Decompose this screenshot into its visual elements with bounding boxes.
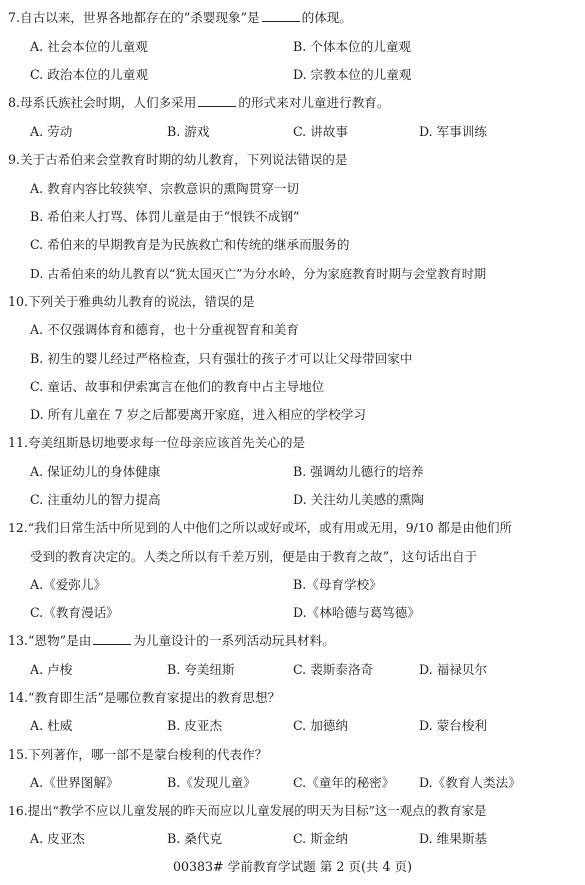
- option: C. 讲故事: [293, 124, 348, 139]
- option: C.《教育漫话》: [30, 605, 119, 620]
- option: D. 福禄贝尔: [419, 662, 488, 677]
- option: C. 政治本位的儿童观: [30, 67, 148, 82]
- option: B. 游戏: [167, 124, 210, 139]
- option: D.《教育人类法》: [419, 775, 521, 790]
- question-16-options: [0, 829, 585, 849]
- option: C. 注重幼儿的智力提高: [30, 492, 161, 507]
- option: A.《爱弥儿》: [30, 577, 107, 592]
- question-7-options-2: [0, 65, 585, 85]
- option: C.《童年的秘密》: [293, 775, 395, 790]
- option: D. 关注幼儿美感的熏陶: [293, 492, 424, 507]
- option: D. 军事训练: [419, 124, 488, 139]
- question-12-options: [0, 575, 585, 595]
- question-11-options-2: [0, 490, 585, 510]
- option: D. 维果斯基: [419, 831, 488, 846]
- question-10-option-a: A. 不仅强调体育和德育，也十分重视智育和美育: [30, 322, 299, 337]
- page-footer: 00383# 学前教育学试题 第 2 页(共 4 页): [172, 859, 413, 874]
- option: A. 杜威: [30, 718, 73, 733]
- option: D.《林哈德与葛笃德》: [293, 605, 420, 620]
- question-9-option-d: D. 古希伯来的幼儿教育以“犹太国灭亡”为分水岭，分为家庭教育时期与会堂教育时期: [30, 267, 487, 281]
- question-12-stem-cont: 受到的教育决定的。人类之所以有千差万别，便是由于教育之故”，这句话出自于: [30, 549, 478, 564]
- question-10-option-b: B. 初生的婴儿经过严格检查，只有强壮的孩子才可以让父母带回家中: [30, 351, 413, 366]
- question-15-stem: 15.下列著作，哪一部不是蒙台梭利的代表作？: [8, 747, 268, 762]
- question-14-options: [0, 716, 585, 736]
- question-9-stem: 9.关于古希伯来会堂教育时期的幼儿教育，下列说法错误的是: [8, 152, 348, 167]
- answer-blank: [198, 94, 236, 107]
- option: A. 皮亚杰: [30, 831, 85, 846]
- question-16-stem: 16.提出“教学不应以儿童发展的昨天而应以儿童发展的明天为目标”这一观点的教育家是: [8, 803, 487, 818]
- question-14-stem: 14.“教育即生活”是哪位教育家提出的教育思想？: [8, 690, 281, 705]
- option: B.《母育学校》: [293, 577, 382, 592]
- option: A. 社会本位的儿童观: [30, 39, 148, 54]
- question-10-option-c: C. 童话、故事和伊索寓言在他们的教育中占主导地位: [30, 379, 325, 394]
- option: A. 保证幼儿的身体健康: [30, 464, 161, 479]
- question-11-stem: 11.夸美纽斯恳切地要求每一位母亲应该首先关心的是: [8, 435, 306, 450]
- option: A.《世界图解》: [30, 775, 119, 790]
- question-11-options: [0, 462, 585, 482]
- question-12-stem: 12.“我们日常生活中所见到的人中他们之所以或好或坏，或有用或无用，9/10 都是由他们所: [8, 520, 512, 535]
- answer-blank: [93, 632, 131, 645]
- question-7-stem: 7.自古以来，世界各地都存在的“杀婴现象”是 的体现。: [8, 10, 352, 25]
- question-13-stem: 13.“恩物”是由 为儿童设计的一系列活动玩具材料。: [8, 633, 335, 648]
- question-15-options: [0, 773, 585, 793]
- question-8-options: [0, 122, 585, 142]
- option: B.《发现儿童》: [167, 775, 256, 790]
- option: A. 卢梭: [30, 662, 73, 677]
- question-9-option-b: B. 希伯来人打骂、体罚儿童是由于“恨铁不成钢”: [30, 209, 300, 224]
- question-7-options: [0, 37, 585, 57]
- option: B. 强调幼儿德行的培养: [293, 464, 424, 479]
- question-10-stem: 10.下列关于雅典幼儿教育的说法，错误的是: [8, 294, 255, 309]
- option: C. 加德纳: [293, 718, 348, 733]
- option: A. 劳动: [30, 124, 73, 139]
- option: C. 裴斯泰洛奇: [293, 662, 374, 677]
- option: D. 蒙台梭利: [419, 718, 488, 733]
- question-13-options: [0, 660, 585, 680]
- option: C. 斯金纳: [293, 831, 348, 846]
- question-9-option-a: A. 教育内容比较狭窄、宗教意识的熏陶贯穿一切: [30, 181, 299, 196]
- answer-blank: [262, 9, 300, 22]
- option: B. 个体本位的儿童观: [293, 39, 412, 54]
- option: B. 桑代克: [167, 831, 223, 846]
- question-9-option-c: C. 希伯来的早期教育是为民族救亡和传统的继承而服务的: [30, 237, 350, 252]
- option: B. 夸美纽斯: [167, 662, 235, 677]
- question-10-option-d: D. 所有儿童在 7 岁之后都要离开家庭，进入相应的学校学习: [30, 407, 366, 422]
- question-8-stem: 8.母系氏族社会时期，人们多采用 的形式来对儿童进行教育。: [8, 95, 390, 110]
- option: D. 宗教本位的儿童观: [293, 67, 412, 82]
- question-12-options-2: [0, 603, 585, 623]
- option: B. 皮亚杰: [167, 718, 223, 733]
